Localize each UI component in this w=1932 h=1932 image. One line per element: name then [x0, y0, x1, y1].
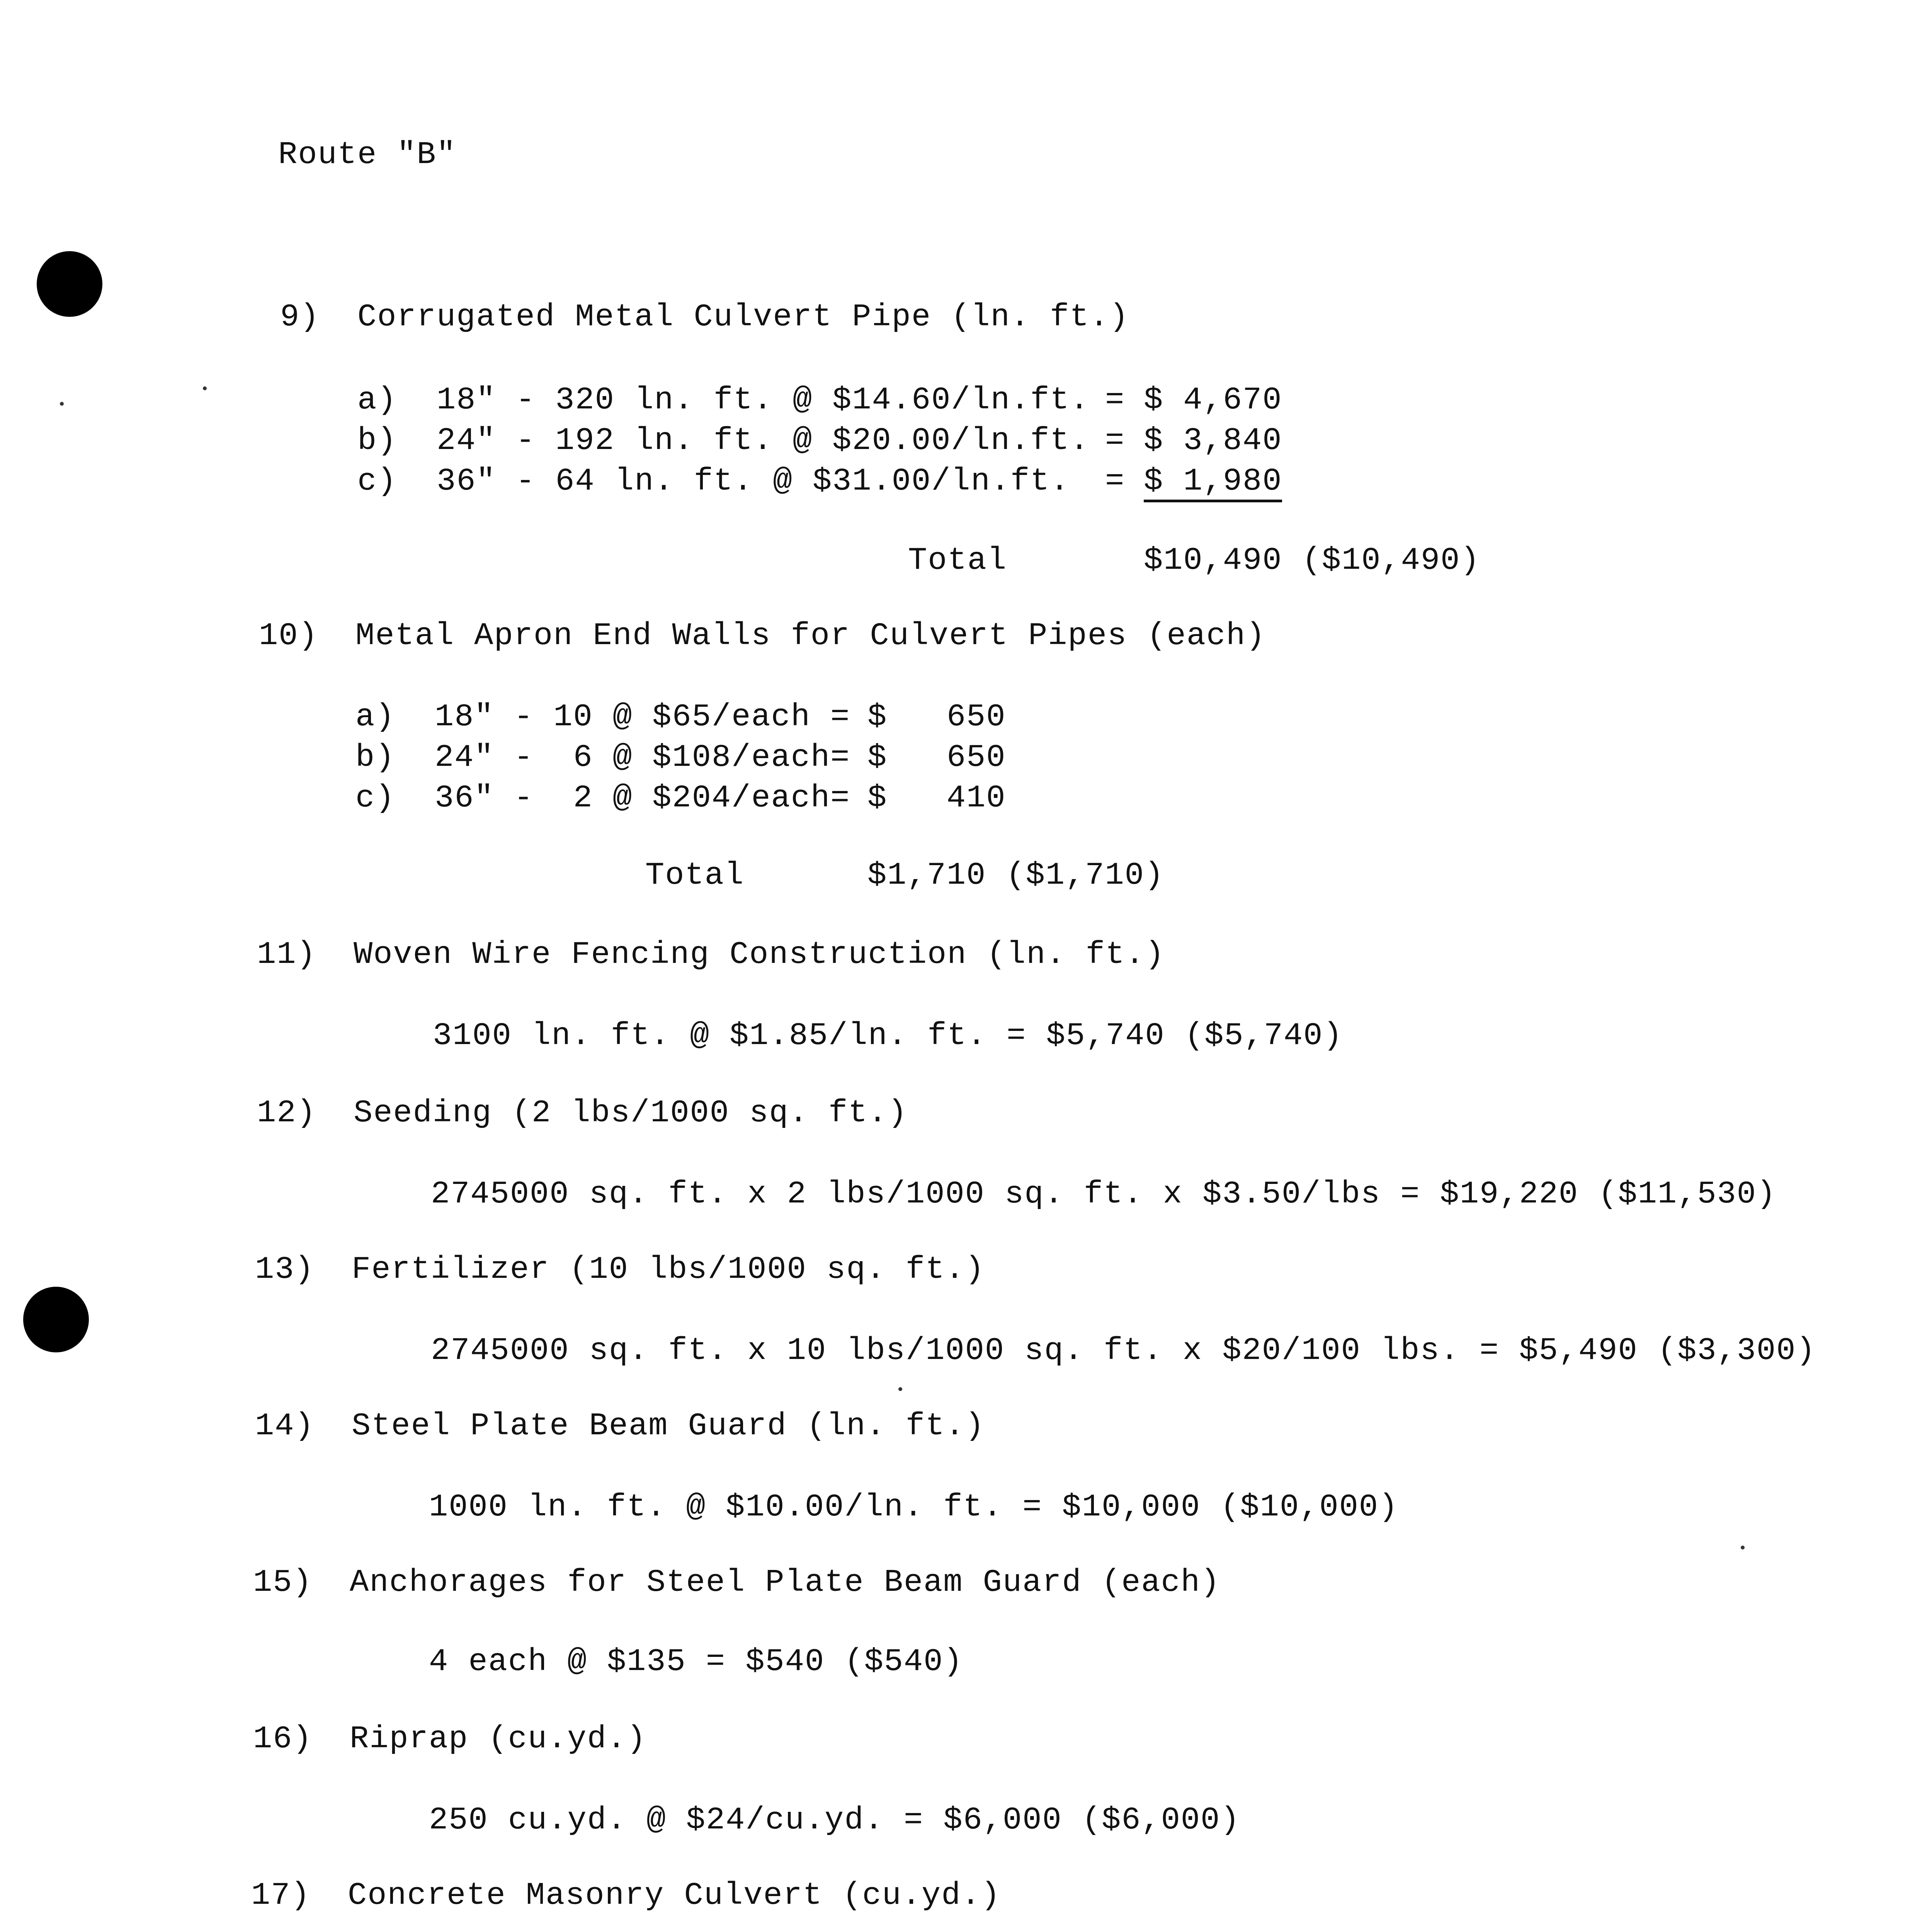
line-index: b) — [357, 423, 397, 459]
speck — [60, 402, 64, 406]
line-spec: 24" - 6 @ $108/each= — [435, 740, 850, 776]
line-index: a) — [357, 382, 397, 418]
item-number: 16) — [253, 1721, 313, 1757]
line-index: a) — [355, 699, 395, 735]
line-spec: 18" - 320 ln. ft. @ $14.60/ln.ft. — [437, 382, 1090, 418]
item-calculation: 1000 ln. ft. @ $10.00/ln. ft. = $10,000 ($10,000) — [429, 1489, 1399, 1525]
total-amount: $10,490 ($10,490) — [1144, 543, 1480, 578]
binder-hole-middle — [23, 1287, 89, 1352]
speck — [1741, 1546, 1745, 1549]
line-amount: $ 650 — [867, 740, 1006, 776]
total-amount: $1,710 ($1,710) — [867, 857, 1165, 893]
line-amount: $ 1,980 — [1144, 466, 1282, 502]
total-label: Total — [908, 543, 1007, 578]
item-number: 13) — [255, 1252, 315, 1287]
item-number: 11) — [257, 937, 316, 973]
item-calculation: 4 each @ $135 = $540 ($540) — [429, 1644, 963, 1680]
item-number: 14) — [255, 1408, 315, 1444]
line-spec: 36" - 2 @ $204/each= — [435, 780, 850, 816]
item-number: 9) — [280, 299, 320, 335]
route-heading: Route "B" — [278, 137, 456, 173]
speck — [203, 386, 207, 390]
item-title: Seeding (2 lbs/1000 sq. ft.) — [354, 1095, 908, 1131]
item-title: Concrete Masonry Culvert (cu.yd.) — [348, 1878, 1001, 1913]
line-equals: = — [1105, 382, 1125, 418]
line-amount: $ 4,670 — [1144, 382, 1282, 418]
line-amount: $ 3,840 — [1144, 423, 1282, 459]
item-title: Anchorages for Steel Plate Beam Guard (each) — [350, 1565, 1221, 1600]
item-title: Riprap (cu.yd.) — [350, 1721, 647, 1757]
line-index: c) — [357, 463, 397, 499]
item-title: Fertilizer (10 lbs/1000 sq. ft.) — [352, 1252, 985, 1287]
line-index: c) — [355, 780, 395, 816]
item-title: Steel Plate Beam Guard (ln. ft.) — [352, 1408, 985, 1444]
item-title: Corrugated Metal Culvert Pipe (ln. ft.) — [357, 299, 1129, 335]
line-spec: 24" - 192 ln. ft. @ $20.00/ln.ft. — [437, 423, 1090, 459]
item-title: Metal Apron End Walls for Culvert Pipes (each) — [355, 618, 1266, 654]
item-calculation: 2745000 sq. ft. x 10 lbs/1000 sq. ft. x $20/100 lbs. = $5,490 ($3,300) — [431, 1333, 1816, 1369]
item-calculation: 250 cu.yd. @ $24/cu.yd. = $6,000 ($6,000) — [429, 1802, 1240, 1838]
line-equals: = — [1105, 423, 1125, 459]
item-calculation: 3100 ln. ft. @ $1.85/ln. ft. = $5,740 ($5,740) — [433, 1018, 1343, 1054]
line-amount: $ 650 — [867, 699, 1006, 735]
line-spec: 36" - 64 ln. ft. @ $31.00/ln.ft. — [437, 463, 1070, 499]
speck — [898, 1387, 902, 1391]
line-amount: $ 410 — [867, 780, 1006, 816]
item-number: 15) — [253, 1565, 313, 1600]
item-number: 10) — [259, 618, 318, 654]
item-calculation: 2745000 sq. ft. x 2 lbs/1000 sq. ft. x $3.50/lbs = $19,220 ($11,530) — [431, 1176, 1777, 1212]
line-index: b) — [355, 740, 395, 776]
line-spec: 18" - 10 @ $65/each = — [435, 699, 850, 735]
item-number: 17) — [251, 1878, 311, 1913]
line-equals: = — [1105, 463, 1125, 499]
binder-hole-top — [37, 251, 102, 317]
item-number: 12) — [257, 1095, 316, 1131]
item-title: Woven Wire Fencing Construction (ln. ft.) — [354, 937, 1165, 973]
total-label: Total — [645, 857, 745, 893]
